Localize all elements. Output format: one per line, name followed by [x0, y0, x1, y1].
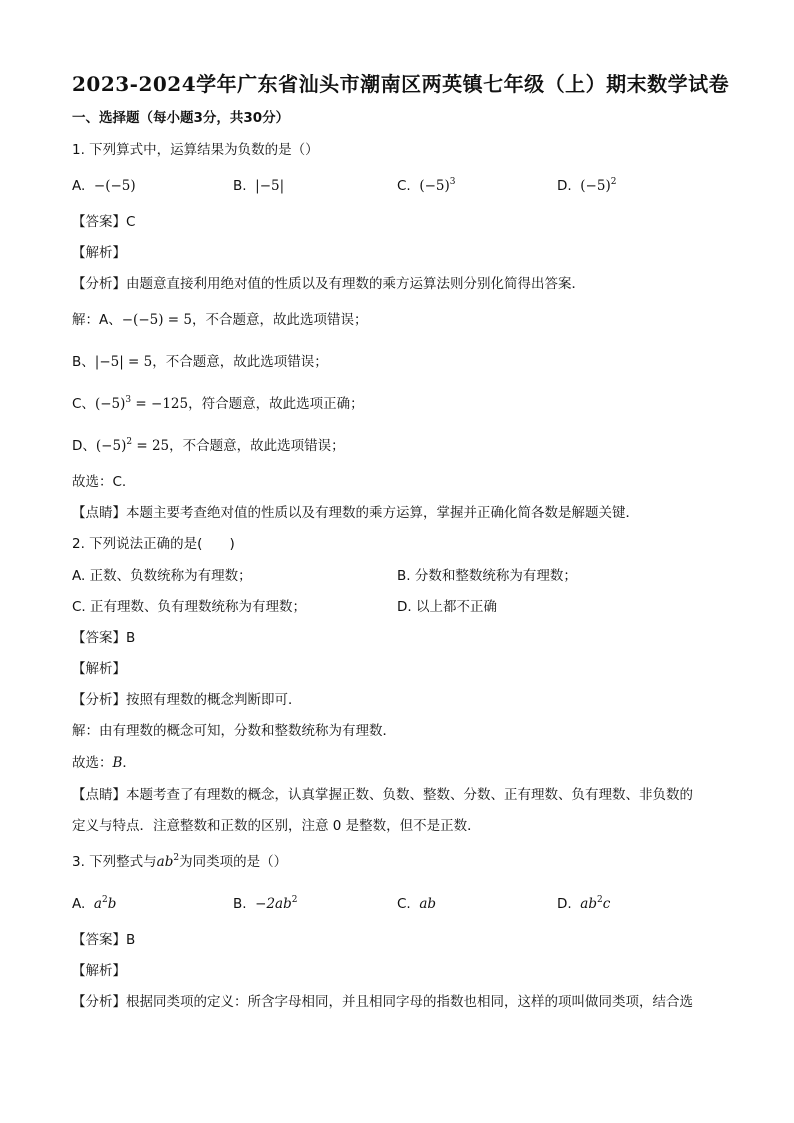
expression: (−5)	[94, 396, 126, 412]
expression: −(−5) = 5	[121, 312, 192, 328]
option-expression: ab	[419, 896, 437, 912]
exponent: 2	[126, 437, 133, 447]
option-label: A.	[72, 896, 86, 912]
expression: = −125	[131, 396, 189, 412]
option-expression: a	[93, 896, 102, 912]
q1-option-b	[233, 176, 284, 196]
q1-analysis-heading: 【解析】	[72, 245, 126, 261]
q3-option-b	[233, 894, 297, 914]
q3-answer: 【答案】B	[72, 932, 136, 948]
q2-answer: 【答案】B	[72, 630, 136, 646]
q1-solution-a	[72, 310, 367, 330]
text: ，不合题意，故此选项错误；	[169, 438, 345, 454]
expression: = 25	[132, 438, 170, 454]
option-expression: (−5)	[580, 178, 611, 194]
option-label: A.	[72, 178, 86, 194]
text: D、	[72, 438, 96, 454]
q1-comment: 【点睛】本题主要考查绝对值的性质以及有理数的乘方运算，掌握并正确化简各数是解题关键．	[72, 505, 639, 521]
q1-option-d	[557, 176, 616, 196]
q1-option-c	[397, 176, 455, 196]
page-title: 2023-2024学年广东省汕头市潮南区两英镇七年级（上）期末数学试卷	[72, 72, 730, 96]
text: ．	[122, 755, 136, 771]
q3-analysis: 【分析】根据同类项的定义：所含字母相同，并且相同字母的指数也相同，这样的项叫做同类项，结合选	[72, 994, 693, 1010]
option-expression: −(−5)	[93, 178, 136, 194]
q2-comment-line-1: 【点睛】本题考查了有理数的概念，认真掌握正数、负数、整数、分数、正有理数、负有理数、非负数的	[72, 787, 693, 803]
text: 3. 下列整式与	[72, 854, 157, 870]
exponent: 3	[125, 395, 132, 405]
text: 解：A、	[72, 312, 122, 328]
exponent: 2	[610, 177, 617, 187]
exponent: 3	[449, 177, 456, 187]
q2-analysis-heading: 【解析】	[72, 661, 126, 677]
exponent: 2	[101, 895, 108, 905]
text: B、	[72, 354, 95, 370]
q3-analysis-heading: 【解析】	[72, 963, 126, 979]
option-expression: −2ab	[255, 896, 292, 912]
question-2-stem: 2. 下列说法正确的是( )	[72, 536, 235, 552]
section-heading: 一、选择题（每小题3分，共30分）	[72, 110, 290, 126]
text: 为同类项的是（）	[179, 854, 288, 870]
expression: ab	[156, 854, 174, 870]
text: ，不合题意，故此选项错误；	[191, 312, 368, 328]
option-expression: c	[602, 896, 611, 912]
q3-option-a	[72, 894, 116, 914]
q2-option-c: C. 正有理数、负有理数统称为有理数；	[72, 599, 307, 615]
option-label: B.	[233, 178, 247, 194]
q1-option-a	[72, 176, 136, 196]
q2-option-b: B. 分数和整数统称为有理数；	[397, 568, 577, 584]
option-label: C.	[397, 896, 411, 912]
option-expression: ab	[580, 896, 597, 912]
q2-option-d: D. 以上都不正确	[397, 599, 497, 615]
q2-choice	[72, 753, 136, 773]
option-label: D.	[557, 896, 572, 912]
exponent: 2	[291, 895, 298, 905]
question-1-stem: 1. 下列算式中，运算结果为负数的是（）	[72, 142, 319, 158]
option-label: B.	[233, 896, 247, 912]
q1-choice: 故选：C.	[72, 474, 127, 490]
exponent: 2	[596, 895, 603, 905]
q1-solution-d	[72, 436, 345, 456]
q2-comment-line-2: 定义与特点．注意整数和正数的区别，注意 0 是整数，但不是正数．	[72, 818, 481, 834]
text: 故选：	[72, 755, 113, 771]
q1-answer: 【答案】C	[72, 214, 136, 230]
text: C、	[72, 396, 95, 412]
question-3-stem	[72, 852, 287, 872]
option-expression: b	[107, 896, 117, 912]
q3-option-c	[397, 894, 436, 914]
text: ，不合题意，故此选项错误；	[152, 354, 328, 370]
q1-analysis: 【分析】由题意直接利用绝对值的性质以及有理数的乘方运算法则分别化简得出答案．	[72, 276, 585, 292]
option-label: D.	[557, 178, 572, 194]
option-label: C.	[397, 178, 411, 194]
q2-analysis: 【分析】按照有理数的概念判断即可．	[72, 692, 302, 708]
q2-solution: 解：由有理数的概念可知，分数和整数统称为有理数．	[72, 723, 396, 739]
option-expression: |−5|	[255, 178, 285, 194]
option-expression: (−5)	[419, 178, 450, 194]
expression: (−5)	[95, 438, 127, 454]
q3-option-d	[557, 894, 610, 914]
q1-solution-c	[72, 394, 364, 414]
q2-option-a: A. 正数、负数统称为有理数；	[72, 568, 252, 584]
exponent: 2	[173, 853, 180, 863]
text: ，符合题意，故此选项正确；	[188, 396, 364, 412]
q1-solution-b	[72, 352, 328, 372]
expression: B	[112, 755, 123, 771]
expression: |−5| = 5	[94, 354, 153, 370]
